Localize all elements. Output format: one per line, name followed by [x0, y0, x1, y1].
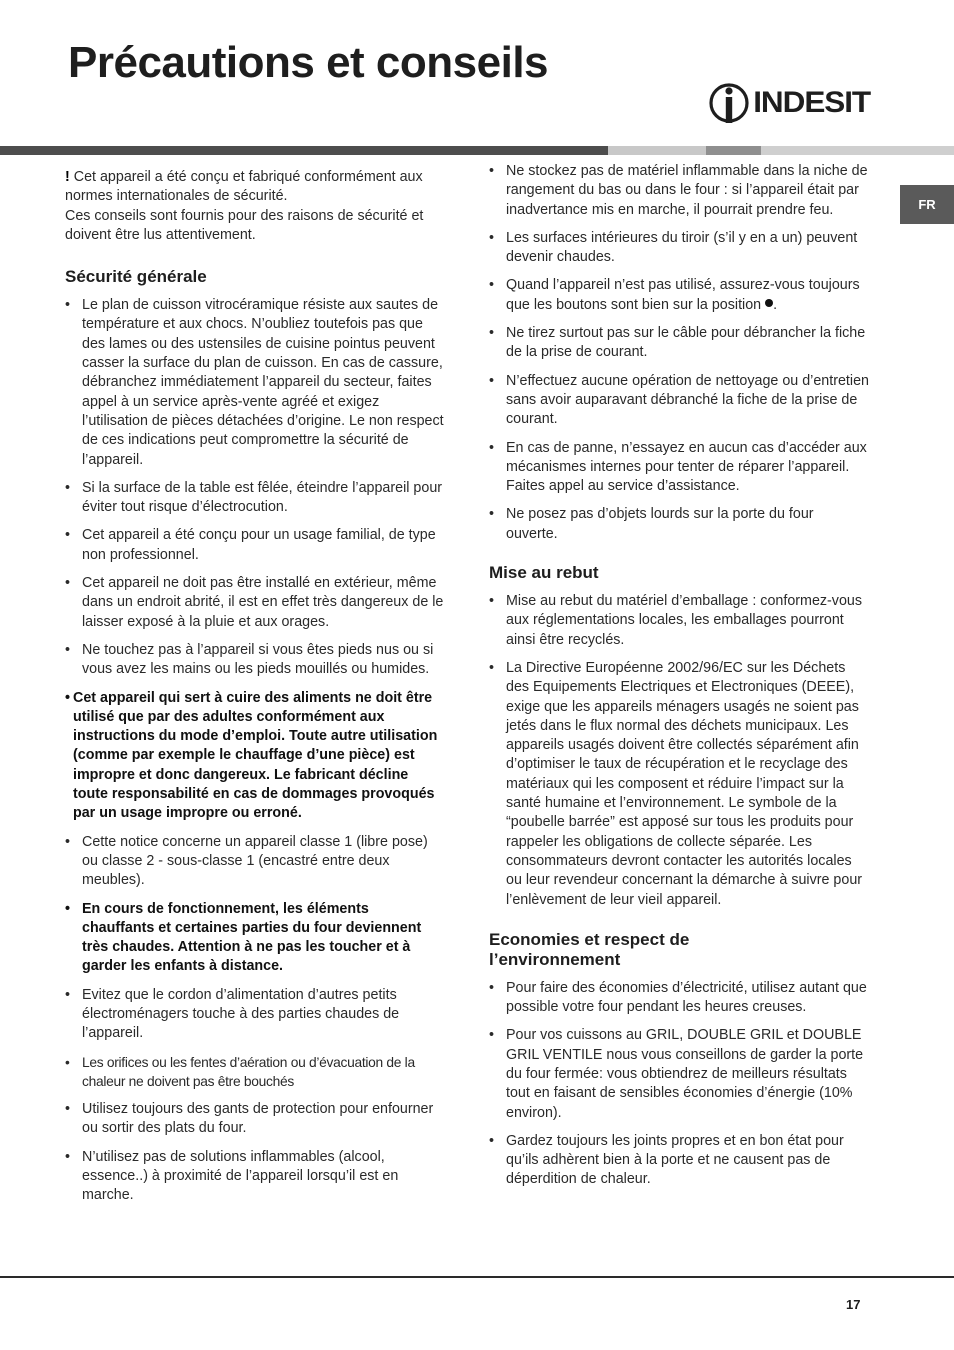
- list-item: • Ne tirez surtout pas sur le câble pour débrancher la fiche de la prise de courant.: [489, 325, 866, 361]
- left-column: [65, 162, 445, 1215]
- brand-wordmark: INDESIT: [753, 86, 871, 119]
- list-item: • Pour vos cuissons au GRIL, DOUBLE GRIL et DOUBLE GRIL VENTILE nous vous conseillons de garder la porte du four fermée: vous obtiendrez de meilleurs résultats tout en faisant de sensibles économies d’énergie (10% environ).: [489, 1027, 864, 1121]
- list-item-warning: • Cet appareil qui sert à cuire des aliments ne doit être utilisé que par des adultes conformément aux instructions du mode d’emploi. Toute autre utilisation (comme par exemple le chauffage d’une pièce) est impropre et donc dangereux. Le fabricant décline toute responsabilité en cas de dommages provoqués par un usage impropre ou erroné.: [65, 689, 438, 822]
- list-item: • Mise au rebut du matériel d’emballage : conformez-vous aux réglementations locales, les emballages pourront ainsi être recyclés.: [489, 593, 863, 648]
- list-item: • Pour faire des économies d’électricité, utilisez autant que possible votre four pendant les heures creuses.: [489, 979, 867, 1016]
- securite-list: [65, 296, 445, 1205]
- rule-segment-dark: [0, 146, 608, 155]
- economies-list: [489, 979, 869, 1190]
- list-item: • Ne stockez pas de matériel inflammable dans la niche de rangement du bas ou dans le four : si l’appareil était par inadvertance mis en marche, il pourrait prendre feu.: [489, 163, 868, 218]
- rebut-list: [489, 592, 869, 910]
- list-item: • Les surfaces intérieures du tiroir (s’il y en a un) peuvent devenir chaudes.: [489, 229, 858, 266]
- intro-line-2: Ces conseils sont fournis pour des raisons de sécurité et doivent être lus attentivement.: [65, 207, 424, 243]
- language-tab: FR: [900, 185, 954, 224]
- list-item: • Cet appareil a été conçu pour un usage familial, de type non professionnel.: [65, 527, 436, 563]
- page-title: Précautions et conseils: [68, 38, 549, 87]
- footer-rule: [0, 1276, 954, 1278]
- section-heading-securite: Sécurité générale: [65, 267, 207, 287]
- header-rule-bar: [0, 146, 954, 155]
- list-item: • Cette notice concerne un appareil classe 1 (libre pose) ou classe 2 - sous-classe 1 (encastré entre deux meubles).: [65, 833, 428, 889]
- intro-paragraph: [65, 168, 445, 207]
- list-item: • Ne posez pas d’objets lourds sur la porte du four ouverte.: [489, 506, 814, 542]
- intro-line-1: Cet appareil a été conçu et fabriqué conformément aux normes internationales de sécurité.: [65, 169, 423, 205]
- page-number: 17: [846, 1297, 861, 1312]
- list-item: • Utilisez toujours des gants de protection pour enfourner ou sortir des plats du four.: [65, 1101, 434, 1137]
- list-item: • Gardez toujours les joints propres et en bon état pour qu’ils adhèrent bien à la porte et ne causent pas de déperdition de chaleur.: [489, 1132, 844, 1188]
- list-item: • La Directive Européenne 2002/96/EC sur les Déchets des Equipements Electriques et Electroniques (DEEE), exige que les appareils ménagers usagés ne soient pas jetés dans le flux normal des déchets municipaux. Les appareils usagés doivent être collectés séparément afin d’optimiser le taux de récupération et le recyclage des matériaux qui les composent et réduire l’impact sur la santé humaine et l’environnement. Le symbole de la “poubelle barrée” est apposé sur tous les produits pour rappeler les obligations de collecte séparée. Les consommateurs devront contacter les autorités locales ou leur revendeur concernant la démarche à suivre pour l’enlèvement de leur vieil appareil.: [489, 659, 863, 908]
- rule-segment-light: [761, 146, 954, 155]
- list-item: • Les orifices ou les fentes d’aération ou d’évacuation de la chaleur ne doivent pas être bouchés: [65, 1054, 415, 1089]
- list-item: • Quand l’appareil n’est pas utilisé, assurez-vous toujours que les boutons sont bien sur la position .: [489, 277, 860, 313]
- rule-segment-mid: [706, 146, 761, 155]
- rule-segment-light: [608, 146, 706, 155]
- list-item: • N’utilisez pas de solutions inflammables (alcool, essence..) à proximité de l’appareil lorsqu’il est en marche.: [65, 1148, 399, 1204]
- list-item: • En cas de panne, n’essayez en aucun cas d’accéder aux mécanismes internes pour tenter de réparer l’appareil. Faites appel au service d’assistance.: [489, 439, 867, 495]
- list-item: • Cet appareil ne doit pas être installé en extérieur, même dans un endroit abrité, il est en effet très dangereux de le laisser exposé à la pluie et aux orages.: [65, 575, 444, 630]
- securite-list-continued: [489, 162, 869, 544]
- section-heading-rebut: Mise au rebut: [489, 563, 599, 583]
- list-item: • Le plan de cuisson vitrocéramique résiste aux sautes de température et aux chocs. N’oubliez toutefois pas que des lames ou des ustensiles de cuisine pointus peuvent casser la surface du plan de cuisson. En cas de cassure, débranchez immédiatement l’appareil du secteur, faites appel à un service après-vente agréé et exigez l’utilisation de pièces détachées d’origine. Le non respect de ces indications peut compromettre la sécurité de l’appareil.: [65, 297, 444, 468]
- section-heading-economies: Economies et respect de l’environnement: [489, 929, 690, 969]
- list-item: • Evitez que le cordon d’alimentation d’autres petits électroménagers touche à des parties chaudes de l’appareil.: [65, 986, 400, 1042]
- list-item-warning: • En cours de fonctionnement, les éléments chauffants et certaines parties du four deviennent très chaudes. Attention à ne pas les toucher et à garder les enfants à distance.: [65, 900, 422, 975]
- off-position-dot-icon: [765, 299, 773, 307]
- list-item: • N’effectuez aucune opération de nettoyage ou d’entretien sans avoir auparavant débranché la fiche de la prise de courant.: [489, 372, 869, 428]
- indesit-logo: [708, 80, 871, 126]
- warning-mark: !: [65, 169, 70, 185]
- right-column: [489, 162, 869, 1199]
- list-item: • Si la surface de la table est fêlée, éteindre l’appareil pour éviter tout risque d’électrocution.: [65, 479, 443, 516]
- list-item: • Ne touchez pas à l’appareil si vous êtes pieds nus ou si vous avez les mains ou les pieds mouillés ou humides.: [65, 641, 434, 678]
- indesit-i-icon: [708, 80, 750, 126]
